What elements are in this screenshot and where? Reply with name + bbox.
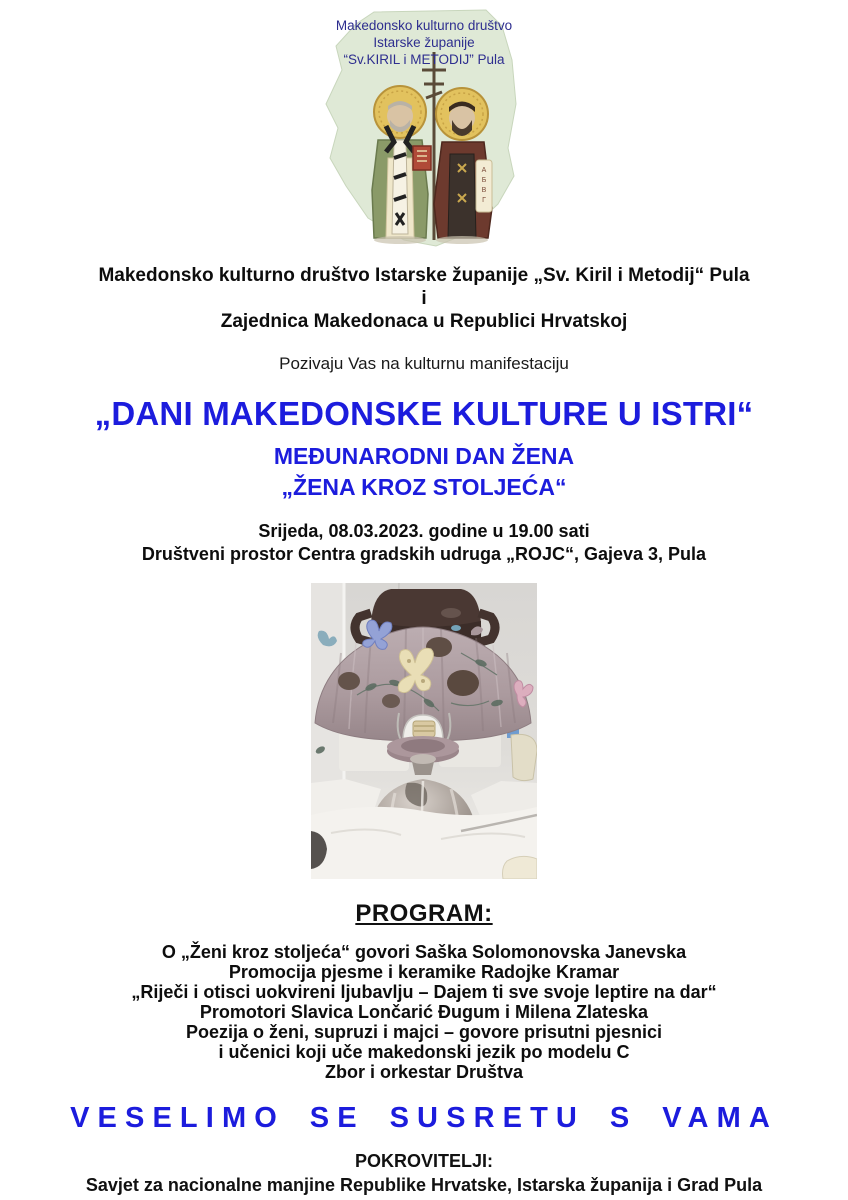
- closing-slogan: VESELIMO SE SUSRETU S VAMA: [70, 1102, 778, 1134]
- program-item: Promocija pjesme i keramike Radojke Kramar: [228, 962, 620, 982]
- invitation-line: Pozivaju Vas na kulturnu manifestaciju: [279, 354, 569, 373]
- sponsors-line: Savjet za nacionalne manjine Republike Hrvatske, Istarska županija i Grad Pula: [85, 1175, 763, 1195]
- program-heading: PROGRAM:: [355, 900, 493, 927]
- program-item: „Riječi i otisci uokvireni ljubavlju – Dajem ti sve svoje leptire na dar“: [131, 982, 717, 1002]
- logo-caption-line3: “Sv.KIRIL i METODIJ” Pula: [343, 51, 505, 67]
- society-logo: [316, 8, 532, 250]
- logo-caption-line2: Istarske županije: [373, 34, 475, 50]
- organizer-line2: Zajednica Makedonaca u Republici Hrvatskoj: [220, 311, 628, 332]
- program-item: O „Ženi kroz stoljeća“ govori Saška Solomonovska Janevska: [161, 942, 687, 962]
- event-subtitle-1: MEĐUNARODNI DAN ŽENA: [273, 443, 575, 469]
- program-list: [0, 942, 848, 1082]
- organizer-line1: Makedonsko kulturno društvo Istarske županije „Sv. Kiril i Metodij“ Pula: [98, 265, 750, 286]
- program-item: Zbor i orkestar Društva: [324, 1062, 524, 1082]
- logo-caption-line1: Makedonsko kulturno društvo: [335, 18, 513, 33]
- sponsors-heading: POKROVITELJI:: [354, 1151, 493, 1171]
- program-item: Poezija o ženi, supruzi i majci – govore prisutni pjesnici: [185, 1022, 663, 1042]
- program-item: Promotori Slavica Lončarić Đugum i Milena Zlateska: [199, 1002, 649, 1022]
- svg-text:Г: Г: [482, 197, 486, 204]
- organizer-conjunction: i: [421, 288, 427, 309]
- ceramic-lamp-photo: [311, 583, 537, 879]
- event-venue: Društveni prostor Centra gradskih udruga „ROJC“, Gajeva 3, Pula: [141, 544, 707, 564]
- event-datetime: Srijeda, 08.03.2023. godine u 19.00 sati: [258, 521, 590, 541]
- svg-text:В: В: [481, 187, 487, 194]
- event-title: „DANI MAKEDONSKE KULTURE U ISTRI“: [94, 395, 754, 432]
- event-details: [0, 520, 848, 566]
- program-item: i učenici koji uče makedonski jezik po modelu C: [218, 1042, 630, 1062]
- svg-text:А: А: [481, 167, 487, 174]
- organizers-block: [0, 264, 848, 333]
- svg-text:Б: Б: [481, 177, 487, 184]
- event-photo: [311, 583, 537, 879]
- logo-caption: [316, 18, 532, 69]
- event-subtitle-2: „ŽENA KROZ STOLJEĆA“: [281, 474, 567, 500]
